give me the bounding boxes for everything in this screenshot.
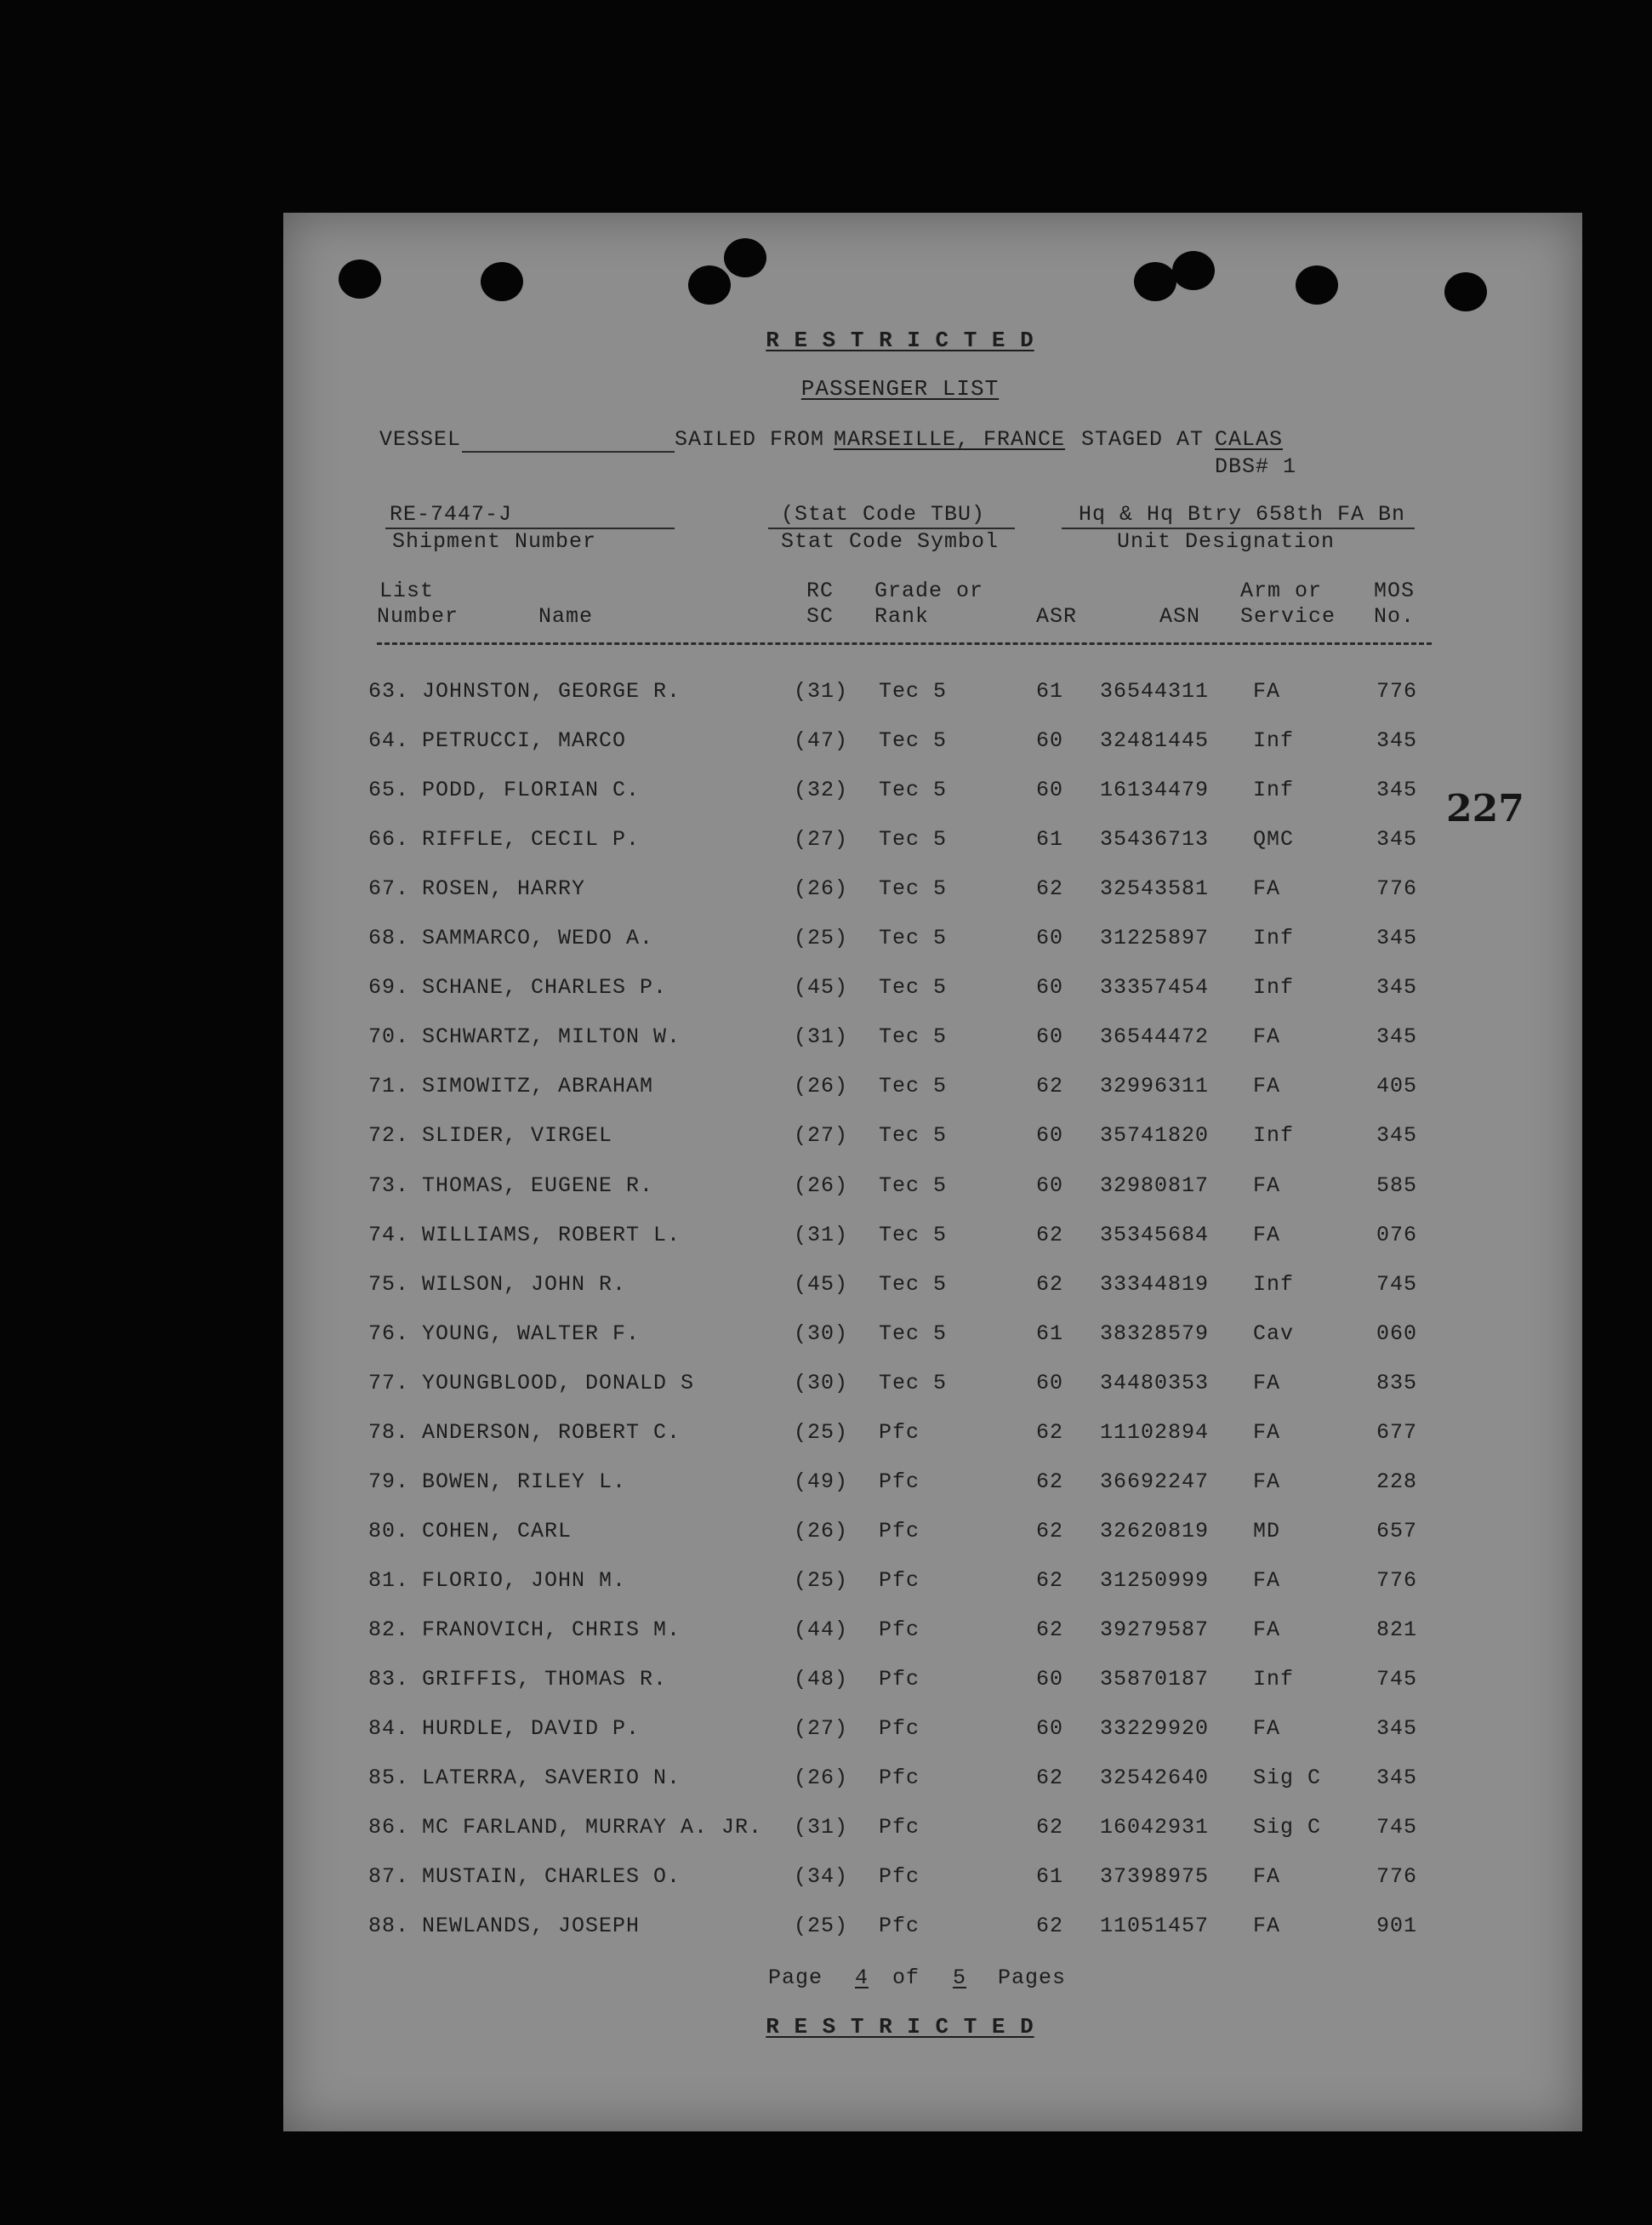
- row-grade: Tec 5: [879, 1074, 948, 1099]
- row-rc-sc: (31): [794, 1815, 849, 1840]
- row-grade: Pfc: [879, 1617, 920, 1642]
- row-asn: 11051457: [1100, 1914, 1210, 1939]
- row-name: MUSTAIN, CHARLES O.: [422, 1864, 681, 1890]
- row-mos: 776: [1376, 876, 1418, 902]
- row-rc-sc: (25): [794, 926, 849, 951]
- row-asr: 60: [1036, 1172, 1064, 1198]
- page-total: 5: [952, 1965, 966, 1990]
- row-arm-service: FA: [1253, 1419, 1281, 1445]
- table-row: [283, 1223, 1582, 1257]
- row-number: 85.: [368, 1766, 410, 1791]
- row-asr: 62: [1036, 1271, 1064, 1297]
- row-asn: 35345684: [1100, 1222, 1210, 1247]
- row-rc-sc: (31): [794, 1024, 849, 1050]
- row-arm-service: FA: [1253, 1914, 1281, 1939]
- row-asr: 60: [1036, 1667, 1064, 1692]
- row-grade: Pfc: [879, 1864, 920, 1890]
- col-arm-1: Arm or: [1240, 579, 1323, 603]
- row-rc-sc: (27): [794, 1123, 849, 1149]
- row-grade: Pfc: [879, 1716, 920, 1742]
- vessel-blank-line: [462, 451, 675, 453]
- row-asr: 60: [1036, 728, 1064, 754]
- pages-label: Pages: [998, 1965, 1067, 1990]
- row-number: 83.: [368, 1667, 410, 1692]
- page-label: Page: [768, 1965, 823, 1990]
- table-row: [283, 1074, 1582, 1108]
- row-rc-sc: (26): [794, 1518, 849, 1543]
- table-row: [283, 1272, 1582, 1306]
- row-arm-service: FA: [1253, 1864, 1281, 1890]
- row-asn: 38328579: [1100, 1321, 1210, 1346]
- row-mos: 345: [1376, 1123, 1418, 1149]
- row-asr: 62: [1036, 1469, 1064, 1494]
- row-asn: 36544311: [1100, 679, 1210, 704]
- row-mos: 585: [1376, 1172, 1418, 1198]
- row-number: 80.: [368, 1518, 410, 1543]
- row-asn: 35741820: [1100, 1123, 1210, 1149]
- row-asn: 31225897: [1100, 926, 1210, 951]
- row-asn: 33357454: [1100, 975, 1210, 1001]
- row-grade: Tec 5: [879, 778, 948, 803]
- row-arm-service: Inf: [1253, 778, 1295, 803]
- row-name: PODD, FLORIAN C.: [422, 778, 641, 803]
- row-mos: 677: [1376, 1419, 1418, 1445]
- row-asr: 60: [1036, 926, 1064, 951]
- staged-at-label: STAGED AT: [1081, 427, 1205, 452]
- row-arm-service: FA: [1253, 876, 1281, 902]
- row-arm-service: FA: [1253, 1469, 1281, 1494]
- row-rc-sc: (26): [794, 876, 849, 902]
- row-number: 73.: [368, 1172, 410, 1198]
- row-mos: 345: [1376, 1024, 1418, 1050]
- row-grade: Pfc: [879, 1567, 920, 1593]
- row-name: ROSEN, HARRY: [422, 876, 586, 902]
- row-rc-sc: (25): [794, 1419, 849, 1445]
- col-rc-2: SC: [806, 604, 835, 629]
- row-asr: 60: [1036, 778, 1064, 803]
- punch-hole: [724, 238, 766, 277]
- table-row: [283, 1371, 1582, 1405]
- row-grade: Tec 5: [879, 876, 948, 902]
- row-asn: 36544472: [1100, 1024, 1210, 1050]
- row-asn: 32620819: [1100, 1518, 1210, 1543]
- shipment-number-label: Shipment Number: [392, 529, 597, 554]
- row-asn: 32481445: [1100, 728, 1210, 754]
- row-rc-sc: (31): [794, 1222, 849, 1247]
- sailed-from-label: SAILED FROM: [675, 427, 825, 452]
- row-rc-sc: (45): [794, 1271, 849, 1297]
- row-arm-service: Sig C: [1253, 1766, 1322, 1791]
- punch-hole: [1296, 265, 1338, 305]
- row-mos: 776: [1376, 1864, 1418, 1890]
- punch-hole: [1134, 262, 1176, 301]
- row-arm-service: Inf: [1253, 1667, 1295, 1692]
- row-asn: 16134479: [1100, 778, 1210, 803]
- row-name: LATERRA, SAVERIO N.: [422, 1766, 681, 1791]
- row-name: WILLIAMS, ROBERT L.: [422, 1222, 681, 1247]
- row-number: 74.: [368, 1222, 410, 1247]
- restricted-heading-bottom: R E S T R I C T E D: [766, 2014, 1034, 2040]
- row-arm-service: Inf: [1253, 1123, 1295, 1149]
- row-number: 64.: [368, 728, 410, 754]
- row-name: NEWLANDS, JOSEPH: [422, 1914, 641, 1939]
- table-row: [283, 1469, 1582, 1503]
- row-number: 67.: [368, 876, 410, 902]
- table-row: [283, 1568, 1582, 1602]
- punch-hole: [688, 265, 731, 305]
- row-grade: Pfc: [879, 1419, 920, 1445]
- row-asn: 31250999: [1100, 1567, 1210, 1593]
- col-mos-1: MOS: [1374, 579, 1416, 603]
- row-name: FRANOVICH, CHRIS M.: [422, 1617, 681, 1642]
- col-arm-2: Service: [1240, 604, 1336, 629]
- row-number: 76.: [368, 1321, 410, 1346]
- table-row: [283, 1667, 1582, 1701]
- table-row: [283, 1321, 1582, 1355]
- row-asr: 60: [1036, 1024, 1064, 1050]
- row-mos: 345: [1376, 778, 1418, 803]
- row-rc-sc: (27): [794, 827, 849, 853]
- row-arm-service: FA: [1253, 1370, 1281, 1395]
- row-grade: Pfc: [879, 1667, 920, 1692]
- row-grade: Pfc: [879, 1914, 920, 1939]
- row-mos: 076: [1376, 1222, 1418, 1247]
- row-grade: Tec 5: [879, 1271, 948, 1297]
- row-asn: 35870187: [1100, 1667, 1210, 1692]
- row-asr: 61: [1036, 827, 1064, 853]
- row-asn: 32980817: [1100, 1172, 1210, 1198]
- restricted-heading-top: R E S T R I C T E D: [766, 328, 1034, 353]
- row-rc-sc: (31): [794, 679, 849, 704]
- row-rc-sc: (34): [794, 1864, 849, 1890]
- col-list-number-2: Number: [377, 604, 459, 629]
- row-number: 88.: [368, 1914, 410, 1939]
- punch-hole: [481, 262, 523, 301]
- row-mos: 345: [1376, 728, 1418, 754]
- row-mos: 228: [1376, 1469, 1418, 1494]
- table-row: [283, 1914, 1582, 1948]
- row-name: YOUNG, WALTER F.: [422, 1321, 641, 1346]
- sailed-from-value: MARSEILLE, FRANCE: [834, 427, 1066, 452]
- row-rc-sc: (47): [794, 728, 849, 754]
- header-separator: [377, 642, 1432, 645]
- row-number: 72.: [368, 1123, 410, 1149]
- table-row: [283, 975, 1582, 1009]
- row-asr: 61: [1036, 1321, 1064, 1346]
- row-rc-sc: (45): [794, 975, 849, 1001]
- row-asr: 62: [1036, 1914, 1064, 1939]
- row-asr: 60: [1036, 1716, 1064, 1742]
- row-number: 82.: [368, 1617, 410, 1642]
- table-row: [283, 1519, 1582, 1553]
- row-asr: 62: [1036, 1567, 1064, 1593]
- row-mos: 657: [1376, 1518, 1418, 1543]
- row-number: 84.: [368, 1716, 410, 1742]
- row-rc-sc: (32): [794, 778, 849, 803]
- row-asr: 62: [1036, 1815, 1064, 1840]
- row-arm-service: FA: [1253, 1024, 1281, 1050]
- row-rc-sc: (25): [794, 1567, 849, 1593]
- row-asn: 36692247: [1100, 1469, 1210, 1494]
- row-rc-sc: (30): [794, 1321, 849, 1346]
- unit-designation-label: Unit Designation: [1117, 529, 1336, 554]
- row-arm-service: FA: [1253, 1222, 1281, 1247]
- row-asn: 34480353: [1100, 1370, 1210, 1395]
- row-mos: 776: [1376, 1567, 1418, 1593]
- row-name: SLIDER, VIRGEL: [422, 1123, 613, 1149]
- row-name: COHEN, CARL: [422, 1518, 573, 1543]
- row-number: 69.: [368, 975, 410, 1001]
- stat-code-label: Stat Code Symbol: [781, 529, 1000, 554]
- table-row: [283, 1716, 1582, 1750]
- row-asr: 60: [1036, 1123, 1064, 1149]
- row-rc-sc: (44): [794, 1617, 849, 1642]
- row-mos: 345: [1376, 1766, 1418, 1791]
- row-grade: Tec 5: [879, 1123, 948, 1149]
- row-mos: 345: [1376, 827, 1418, 853]
- table-row: [283, 1420, 1582, 1454]
- table-row: [283, 1864, 1582, 1898]
- row-asr: 62: [1036, 1617, 1064, 1642]
- row-name: WILSON, JOHN R.: [422, 1271, 627, 1297]
- unit-designation-value: Hq & Hq Btry 658th FA Bn: [1079, 502, 1406, 527]
- punch-hole: [1444, 272, 1487, 311]
- row-mos: 901: [1376, 1914, 1418, 1939]
- document-title: PASSENGER LIST: [800, 376, 1000, 402]
- row-number: 70.: [368, 1024, 410, 1050]
- row-arm-service: Inf: [1253, 975, 1295, 1001]
- col-asr: ASR: [1036, 604, 1078, 629]
- row-grade: Tec 5: [879, 975, 948, 1001]
- col-mos-2: No.: [1374, 604, 1416, 629]
- row-mos: 060: [1376, 1321, 1418, 1346]
- row-grade: Tec 5: [879, 827, 948, 853]
- row-asn: 11102894: [1100, 1419, 1210, 1445]
- stamped-page-number: 227: [1446, 787, 1524, 830]
- table-row: [283, 679, 1582, 713]
- row-arm-service: Inf: [1253, 1271, 1295, 1297]
- row-name: SAMMARCO, WEDO A.: [422, 926, 654, 951]
- row-name: RIFFLE, CECIL P.: [422, 827, 641, 853]
- vessel-label: VESSEL: [379, 427, 462, 452]
- row-name: BOWEN, RILEY L.: [422, 1469, 627, 1494]
- shipment-number-value: RE-7447-J: [390, 502, 513, 527]
- dbs-number: DBS# 1: [1215, 454, 1297, 479]
- col-name: Name: [538, 604, 594, 629]
- row-name: ANDERSON, ROBERT C.: [422, 1419, 681, 1445]
- table-row: [283, 1815, 1582, 1849]
- col-rc-1: RC: [806, 579, 835, 603]
- row-number: 66.: [368, 827, 410, 853]
- row-number: 65.: [368, 778, 410, 803]
- row-name: JOHNSTON, GEORGE R.: [422, 679, 681, 704]
- row-grade: Pfc: [879, 1518, 920, 1543]
- row-name: PETRUCCI, MARCO: [422, 728, 627, 754]
- table-row: [283, 728, 1582, 762]
- row-arm-service: Cav: [1253, 1321, 1295, 1346]
- row-number: 79.: [368, 1469, 410, 1494]
- row-grade: Tec 5: [879, 728, 948, 754]
- row-number: 71.: [368, 1074, 410, 1099]
- row-asn: 32996311: [1100, 1074, 1210, 1099]
- row-asr: 62: [1036, 1518, 1064, 1543]
- row-rc-sc: (26): [794, 1172, 849, 1198]
- table-row: [283, 1617, 1582, 1652]
- staged-at-value: CALAS: [1215, 427, 1284, 452]
- document-sheet: [283, 213, 1582, 2131]
- row-asn: 37398975: [1100, 1864, 1210, 1890]
- row-asn: 39279587: [1100, 1617, 1210, 1642]
- table-row: [283, 876, 1582, 910]
- row-asr: 61: [1036, 1864, 1064, 1890]
- row-grade: Tec 5: [879, 1370, 948, 1395]
- row-name: HURDLE, DAVID P.: [422, 1716, 641, 1742]
- row-asr: 62: [1036, 876, 1064, 902]
- row-asr: 62: [1036, 1222, 1064, 1247]
- row-grade: Pfc: [879, 1469, 920, 1494]
- row-rc-sc: (26): [794, 1766, 849, 1791]
- row-arm-service: FA: [1253, 1074, 1281, 1099]
- row-number: 81.: [368, 1567, 410, 1593]
- col-grade-1: Grade or: [874, 579, 984, 603]
- row-asr: 62: [1036, 1766, 1064, 1791]
- row-rc-sc: (27): [794, 1716, 849, 1742]
- row-asn: 16042931: [1100, 1815, 1210, 1840]
- row-name: GRIFFIS, THOMAS R.: [422, 1667, 668, 1692]
- row-mos: 405: [1376, 1074, 1418, 1099]
- row-arm-service: Inf: [1253, 728, 1295, 754]
- row-mos: 821: [1376, 1617, 1418, 1642]
- row-grade: Tec 5: [879, 926, 948, 951]
- row-arm-service: Sig C: [1253, 1815, 1322, 1840]
- col-grade-2: Rank: [874, 604, 930, 629]
- row-name: SCHANE, CHARLES P.: [422, 975, 668, 1001]
- row-arm-service: FA: [1253, 1567, 1281, 1593]
- row-name: YOUNGBLOOD, DONALD S: [422, 1370, 695, 1395]
- row-rc-sc: (25): [794, 1914, 849, 1939]
- row-number: 68.: [368, 926, 410, 951]
- page-current: 4: [854, 1965, 869, 1990]
- row-number: 75.: [368, 1271, 410, 1297]
- row-grade: Tec 5: [879, 1024, 948, 1050]
- row-arm-service: FA: [1253, 1172, 1281, 1198]
- row-asr: 60: [1036, 1370, 1064, 1395]
- row-name: SCHWARTZ, MILTON W.: [422, 1024, 681, 1050]
- row-arm-service: FA: [1253, 679, 1281, 704]
- row-rc-sc: (49): [794, 1469, 849, 1494]
- row-mos: 835: [1376, 1370, 1418, 1395]
- row-asr: 60: [1036, 975, 1064, 1001]
- row-arm-service: FA: [1253, 1617, 1281, 1642]
- punch-hole: [1172, 251, 1215, 290]
- row-rc-sc: (30): [794, 1370, 849, 1395]
- row-asn: 32542640: [1100, 1766, 1210, 1791]
- row-mos: 776: [1376, 679, 1418, 704]
- row-mos: 345: [1376, 926, 1418, 951]
- row-rc-sc: (26): [794, 1074, 849, 1099]
- row-asr: 61: [1036, 679, 1064, 704]
- row-name: SIMOWITZ, ABRAHAM: [422, 1074, 654, 1099]
- table-row: [283, 1173, 1582, 1207]
- row-asn: 32543581: [1100, 876, 1210, 902]
- table-row: [283, 926, 1582, 960]
- row-asn: 35436713: [1100, 827, 1210, 853]
- punch-hole: [339, 260, 381, 299]
- row-name: THOMAS, EUGENE R.: [422, 1172, 654, 1198]
- table-row: [283, 827, 1582, 861]
- row-name: FLORIO, JOHN M.: [422, 1567, 627, 1593]
- col-asn: ASN: [1159, 604, 1201, 629]
- row-asn: 33229920: [1100, 1716, 1210, 1742]
- row-rc-sc: (48): [794, 1667, 849, 1692]
- row-arm-service: MD: [1253, 1518, 1281, 1543]
- row-number: 63.: [368, 679, 410, 704]
- col-list-number-1: List: [379, 579, 435, 603]
- row-arm-service: FA: [1253, 1716, 1281, 1742]
- table-row: [283, 1766, 1582, 1800]
- table-row: [283, 778, 1582, 812]
- row-asr: 62: [1036, 1074, 1064, 1099]
- row-mos: 745: [1376, 1271, 1418, 1297]
- stat-code-value: (Stat Code TBU): [781, 502, 986, 527]
- row-arm-service: Inf: [1253, 926, 1295, 951]
- row-mos: 745: [1376, 1815, 1418, 1840]
- row-number: 78.: [368, 1419, 410, 1445]
- row-asn: 33344819: [1100, 1271, 1210, 1297]
- row-mos: 345: [1376, 975, 1418, 1001]
- row-grade: Tec 5: [879, 1172, 948, 1198]
- row-name: MC FARLAND, MURRAY A. JR.: [422, 1815, 763, 1840]
- row-grade: Pfc: [879, 1766, 920, 1791]
- row-number: 77.: [368, 1370, 410, 1395]
- row-arm-service: QMC: [1253, 827, 1295, 853]
- row-grade: Tec 5: [879, 679, 948, 704]
- row-mos: 345: [1376, 1716, 1418, 1742]
- row-grade: Tec 5: [879, 1321, 948, 1346]
- row-asr: 62: [1036, 1419, 1064, 1445]
- row-number: 87.: [368, 1864, 410, 1890]
- of-label: of: [892, 1965, 920, 1990]
- row-grade: Tec 5: [879, 1222, 948, 1247]
- row-grade: Pfc: [879, 1815, 920, 1840]
- row-mos: 745: [1376, 1667, 1418, 1692]
- table-row: [283, 1024, 1582, 1058]
- row-number: 86.: [368, 1815, 410, 1840]
- table-row: [283, 1123, 1582, 1157]
